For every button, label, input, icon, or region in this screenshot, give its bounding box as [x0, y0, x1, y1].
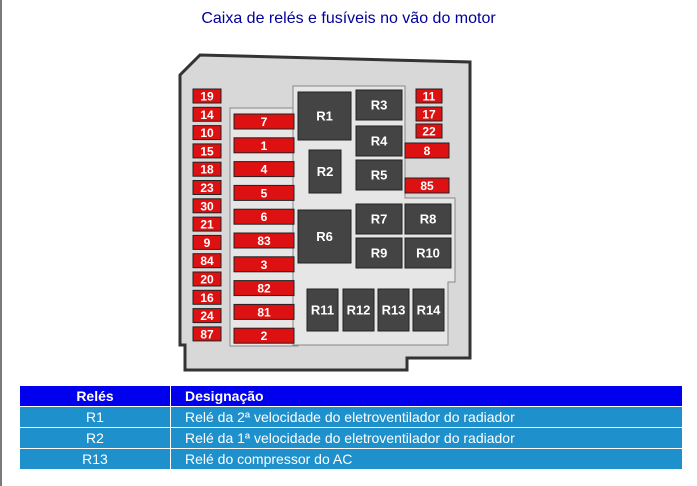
relay-r10 [405, 238, 451, 268]
fuse-18-label: 18 [200, 162, 214, 177]
fuse-7-label: 7 [260, 115, 268, 129]
relay-id-cell: R1 [20, 407, 171, 428]
fuse-3-label: 3 [260, 257, 268, 272]
fuse-19-label: 19 [200, 89, 214, 104]
fuse-4-label: 4 [260, 162, 268, 177]
relay-r7-label: R7 [370, 211, 388, 227]
fuse-81 [234, 304, 294, 319]
fuse-5-label: 5 [260, 186, 268, 201]
fuse-5 [234, 185, 294, 200]
fuse-84-label: 84 [200, 254, 214, 269]
fuse-82-label: 82 [257, 281, 271, 296]
relay-id-cell: R2 [20, 428, 171, 449]
relay-r1-label: R1 [316, 108, 333, 124]
designation-cell: Relé do compressor do AC [171, 449, 683, 470]
fuse-81-label: 81 [257, 305, 271, 320]
fuse-82 [234, 281, 294, 296]
relay-r2-label: R2 [316, 164, 334, 179]
fuse-22 [416, 124, 442, 139]
fuse-2-label: 2 [260, 329, 268, 344]
fuse-85 [405, 178, 449, 193]
fuse-30-label: 30 [200, 199, 214, 214]
page-title: Caixa de relés e fusíveis no vão do motor [201, 10, 496, 27]
header-designacao: Designação [171, 386, 683, 407]
relay-r14 [413, 289, 444, 331]
relay-r3-label: R3 [370, 97, 388, 113]
fuse-8 [405, 143, 449, 158]
fuse-87-label: 87 [200, 327, 214, 342]
relay-r14-label: R14 [416, 302, 441, 318]
fuse-6-label: 6 [260, 210, 268, 225]
fuse-15 [193, 144, 221, 159]
fuse-22-label: 22 [422, 124, 436, 139]
fuse-21-label: 21 [200, 217, 214, 232]
relay-r1 [298, 92, 351, 140]
fuse-14 [193, 107, 221, 122]
relay-r2 [309, 150, 341, 193]
fuse-18 [193, 162, 221, 177]
fuse-83-label: 83 [257, 234, 271, 248]
relay-r6-label: R6 [316, 229, 333, 244]
relay-r10-label: R10 [416, 245, 440, 261]
fuse-8-label: 8 [423, 144, 431, 158]
fuse-16 [193, 290, 221, 305]
fuse-4 [234, 162, 294, 177]
fuse-3 [234, 257, 294, 272]
fuse-2 [234, 328, 294, 343]
relay-r9 [356, 238, 402, 268]
table-row [20, 407, 683, 428]
fuse-17 [416, 107, 442, 122]
relay-r5-label: R5 [370, 167, 388, 183]
fuse-11-label: 11 [422, 89, 436, 104]
fuse-16-label: 16 [200, 290, 214, 305]
fuse-85-label: 85 [420, 179, 434, 193]
header-reles: Relés [20, 386, 171, 407]
fuse-20 [193, 272, 221, 287]
table-row [20, 449, 683, 470]
fuse-23 [193, 181, 221, 196]
fuse-21 [193, 217, 221, 232]
relay-r11 [307, 289, 338, 331]
table-header-row [20, 386, 683, 407]
fuse-9-label: 9 [203, 235, 211, 250]
fuse-24-label: 24 [200, 309, 214, 324]
fuse-17-label: 17 [422, 107, 436, 122]
fuse-84 [193, 254, 221, 269]
relay-r12 [343, 289, 374, 331]
relay-r8 [405, 204, 451, 234]
fuse-87 [193, 327, 221, 342]
fuse-30 [193, 199, 221, 214]
relay-r7 [356, 204, 402, 234]
designation-cell: Relé da 2ª velocidade do eletroventilador do radiador [171, 407, 683, 428]
relay-r12-label: R12 [346, 302, 371, 318]
relay-r13 [378, 289, 409, 331]
fuse-7 [234, 114, 294, 129]
fuse-24 [193, 309, 221, 324]
fuse-11 [416, 89, 442, 104]
table-row [20, 428, 683, 449]
relay-r5 [356, 160, 402, 190]
relay-r8-label: R8 [419, 211, 437, 227]
fuse-10 [193, 126, 221, 141]
relay-r4 [356, 126, 402, 156]
relay-r9-label: R9 [370, 245, 388, 261]
fuse-14-label: 14 [200, 107, 214, 122]
relay-r6 [298, 210, 351, 263]
fuse-15-label: 15 [200, 144, 214, 159]
fuse-1-label: 1 [260, 138, 268, 153]
fuse-6 [234, 209, 294, 224]
relay-r3 [356, 90, 402, 120]
relay-r13-label: R13 [381, 302, 406, 318]
fuse-83 [234, 233, 294, 248]
fuse-19 [193, 89, 221, 104]
fuse-10-label: 10 [200, 126, 214, 141]
fuse-20-label: 20 [200, 272, 214, 287]
fuse-1 [234, 138, 294, 153]
fuse-23-label: 23 [200, 181, 214, 195]
relay-r11-label: R11 [310, 302, 335, 318]
relay-id-cell: R13 [20, 449, 171, 470]
fuse-9 [193, 235, 221, 250]
relay-legend-table [19, 385, 683, 470]
designation-cell: Relé da 1ª velocidade do eletroventilador do radiador [171, 428, 683, 449]
relay-r4-label: R4 [370, 133, 388, 149]
